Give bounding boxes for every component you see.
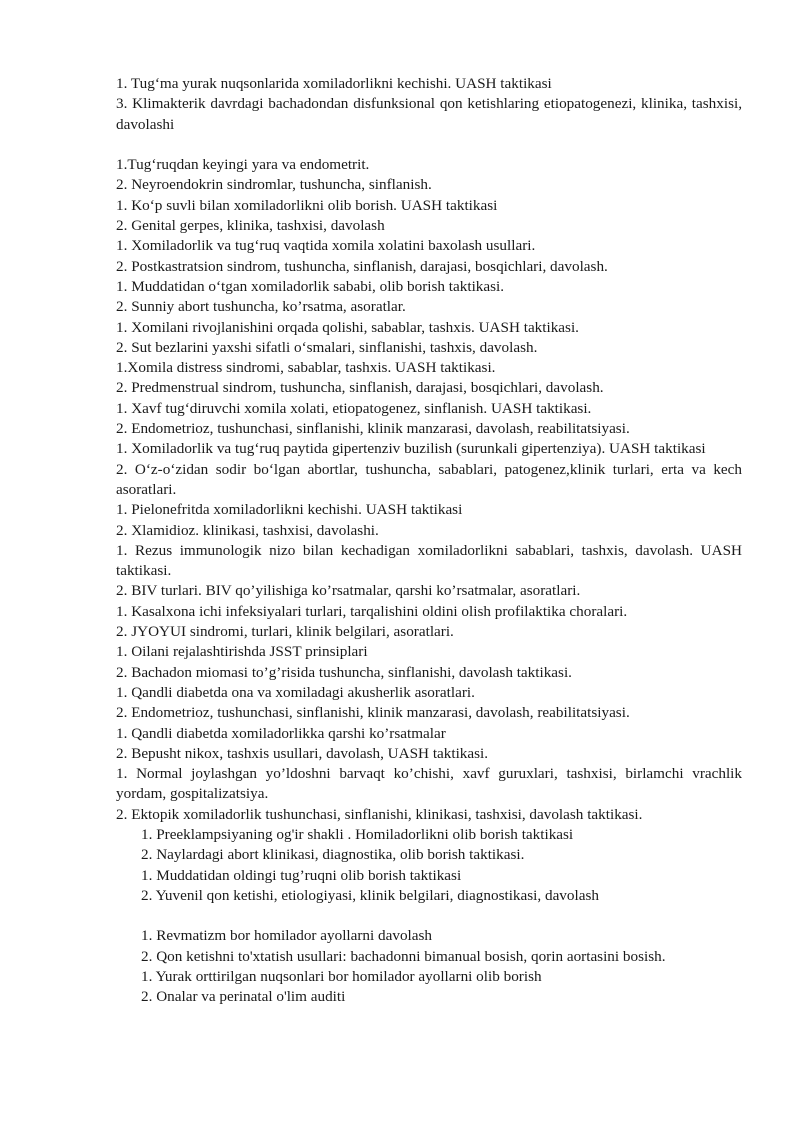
question-line: 2. Yuvenil qon ketishi, etiologiyasi, klinik belgilari, diagnostikasi, davolash — [141, 886, 599, 904]
question-line: 1.Xomila distress sindromi, sabablar, tashxis. UASH taktikasi. — [116, 359, 496, 377]
question-line: 2. Bachadon miomasi to’g’risida tushuncha, sinflanishi, davolash taktikasi. — [116, 663, 572, 681]
question-line: 1. Yurak orttirilgan nuqsonlari bor homilador ayollarni olib borish — [141, 968, 542, 986]
question-line: 1. Oilani rejalashtirishda JSST prinsiplari — [116, 643, 368, 661]
question-line: 2. Ektopik xomiladorlik tushunchasi, sinflanishi, klinikasi, tashxisi, davolash taktikasi. — [116, 805, 643, 823]
document-body — [116, 74, 742, 1008]
question-line: 1. Xomilani rivojlanishini orqada qolishi, sabablar, tashxis. UASH taktikasi. — [116, 318, 579, 336]
question-line: 1.Tug‘ruqdan keyingi yara va endometrit. — [116, 156, 370, 174]
question-line: 1. Pielonefritda xomiladorlikni kechishi. UASH taktikasi — [116, 501, 463, 519]
question-line: 1. Muddatidan o‘tgan xomiladorlik sababi, olib borish taktikasi. — [116, 277, 505, 295]
question-line: 2. Sut bezlarini yaxshi sifatli o‘smalari, sinflanishi, tashxis, davolash. — [116, 338, 538, 356]
question-line: 1. Xavf tug‘diruvchi xomila xolati, etiopatogenez, sinflanish. UASH taktikasi. — [116, 399, 592, 417]
question-line: 1. Ko‘p suvli bilan xomiladorlikni olib borish. UASH taktikasi — [116, 196, 498, 214]
question-line: 2. Bepusht nikox, tashxis usullari, davolash, UASH taktikasi. — [116, 744, 489, 762]
question-line: 1. Xomiladorlik va tug‘ruq vaqtida xomila xolatini baxolash usullari. — [116, 237, 536, 255]
question-line: 2. Predmenstrual sindrom, tushuncha, sinflanish, darajasi, bosqichlari, davolash. — [116, 379, 604, 397]
blank-line — [116, 906, 742, 926]
question-line: 2. Postkastratsion sindrom, tushuncha, sinflanish, darajasi, bosqichlari, davolash. — [116, 257, 608, 275]
question-line: 2. O‘z-o‘zidan sodir bo‘lgan abortlar, tushuncha, sabablari, patogenez,klinik turlari, erta va kech asoratlari. — [116, 460, 742, 498]
question-line: 1. Preeklampsiyaning og'ir shakli . Homiladorlikni olib borish taktikasi — [141, 825, 574, 843]
question-line: 1. Muddatidan oldingi tug’ruqni olib borish taktikasi — [141, 866, 462, 884]
question-line: 2. Endometrioz, tushunchasi, sinflanishi, klinik manzarasi, davolash, reabilitatsiyasi. — [116, 704, 630, 722]
question-line: 2. Neyroendokrin sindromlar, tushuncha, sinflanish. — [116, 176, 432, 194]
question-line: 1. Qandli diabetda xomiladorlikka qarshi ko’rsatmalar — [116, 724, 446, 742]
question-line: 2. Genital gerpes, klinika, tashxisi, davolash — [116, 217, 385, 235]
question-line: 1. Qandli diabetda ona va xomiladagi akusherlik asoratlari. — [116, 683, 475, 701]
question-line: 2. Naylardagi abort klinikasi, diagnostika, olib borish taktikasi. — [141, 846, 525, 864]
question-line: 2. JYOYUI sindromi, turlari, klinik belgilari, asoratlari. — [116, 623, 454, 641]
question-line: 1. Xomiladorlik va tug‘ruq paytida gipertenziv buzilish (surunkali gipertenziya). UASH taktikasi — [116, 440, 706, 458]
question-line: 1. Kasalxona ichi infeksiyalari turlari, tarqalishini oldini olish profilaktika choralari. — [116, 602, 628, 620]
question-line: 2. Qon ketishni to'xtatish usullari: bachadonni bimanual bosish, qorin aortasini bosish. — [141, 947, 666, 965]
question-line: 2. BIV turlari. BIV qo’yilishiga ko’rsatmalar, qarshi ko’rsatmalar, asoratlari. — [116, 582, 581, 600]
blank-line — [116, 135, 742, 155]
question-line: 2. Xlamidioz. klinikasi, tashxisi, davolashi. — [116, 521, 379, 539]
question-line: 2. Sunniy abort tushuncha, ko’rsatma, asoratlar. — [116, 298, 406, 316]
question-line: 1. Rezus immunologik nizo bilan kechadigan xomiladorlikni sabablari, tashxis, davolash. UASH taktikasi. — [116, 541, 742, 580]
question-line: 2. Onalar va perinatal o'lim auditi — [141, 988, 346, 1006]
question-line: 1. Revmatizm bor homilador ayollarni davolash — [141, 927, 433, 945]
question-line: 3. Klimakterik davrdagi bachadondan disfunksional qon ketishlaring etiopatogenezi, klinika, tashxisi, davolashi — [116, 95, 742, 133]
question-line: 1. Normal joylashgan yo’ldoshni barvaqt ko’chishi, xavf guruxlari, tashxisi, birlamchi vrachlik yordam, gospitalizatsiya. — [116, 765, 742, 803]
question-line: 2. Endometrioz, tushunchasi, sinflanishi, klinik manzarasi, davolash, reabilitatsiyasi. — [116, 420, 630, 438]
question-line: 1. Tug‘ma yurak nuqsonlarida xomiladorlikni kechishi. UASH taktikasi — [116, 75, 552, 92]
